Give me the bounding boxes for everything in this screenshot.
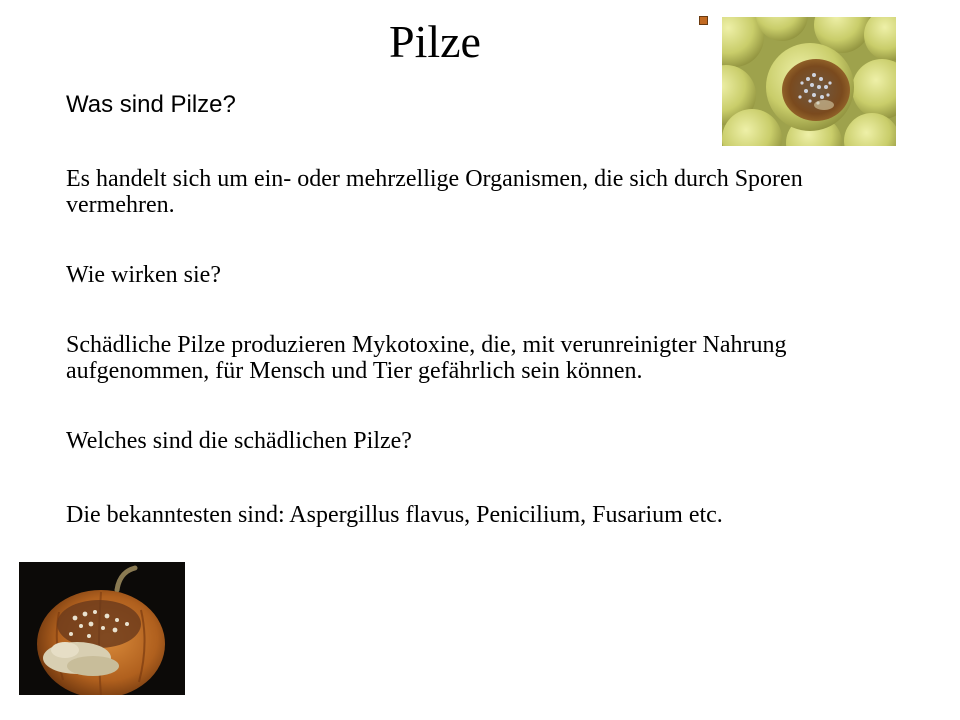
moldy-apples-photo <box>722 17 896 146</box>
answer-what-are-fungi: Es handelt sich um ein- oder mehrzellige Organismen, die sich durch Sporen vermehren. <box>66 166 803 218</box>
slide-title: Pilze <box>389 16 481 67</box>
question-what-are-fungi: Was sind Pilze? <box>66 91 236 118</box>
question-which-are-harmful: Welches sind die schädlichen Pilze? <box>66 428 412 454</box>
question-how-do-they-act: Wie wirken sie? <box>66 262 221 288</box>
answer-which-are-harmful: Die bekanntesten sind: Aspergillus flavus, Penicilium, Fusarium etc. <box>66 502 723 528</box>
answer-how-do-they-act: Schädliche Pilze produzieren Mykotoxine, die, mit verunreinigter Nahrung aufgenommen, für Mensch und Tier gefährlich sein können. <box>66 332 787 384</box>
moldy-pumpkin-photo <box>19 562 185 695</box>
small-marker <box>699 16 708 25</box>
